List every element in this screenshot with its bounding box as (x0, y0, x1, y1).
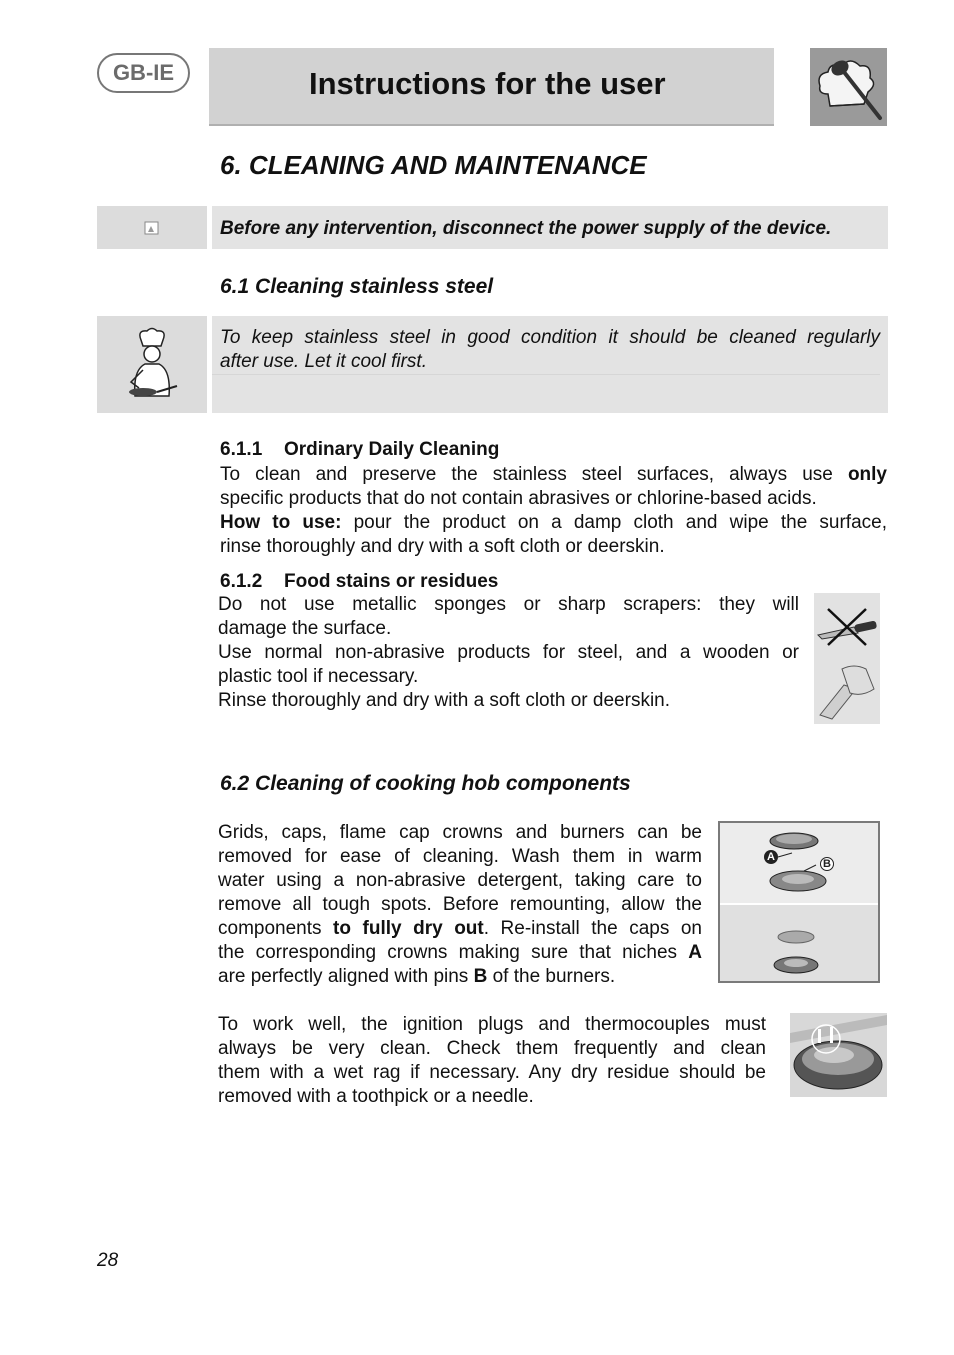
chef-cooking-icon (121, 326, 183, 404)
bold-letter-a: A (688, 942, 702, 963)
heading-6-1-2 (220, 571, 498, 593)
burner-cap-icon (720, 905, 878, 981)
text-line (218, 965, 702, 989)
text-line: them with a wet rag if necessary. Any dry residue should be (218, 1062, 766, 1083)
warning-icon (144, 220, 160, 236)
label-b: B (820, 857, 834, 871)
warning-icon-cell (97, 206, 207, 249)
paragraph-6-2-ignition (218, 1013, 766, 1109)
burner-exploded-icon (720, 823, 878, 903)
chef-icon-cell (97, 316, 207, 413)
language-badge: GB-IE (97, 53, 190, 93)
page-number: 28 (97, 1250, 119, 1271)
text-line: damage the surface. (218, 618, 392, 639)
burner-thermocouple-icon (790, 1013, 887, 1097)
text-line: Use normal non-abrasive products for steel, and a wooden or (218, 642, 799, 663)
text-line (220, 463, 887, 487)
text-line: remove all tough spots. Before remounting, allow the (218, 894, 702, 915)
text-line: specific products that do not contain abrasives or chlorine-based acids. (220, 488, 817, 509)
page-title: Instructions for the user (309, 66, 666, 101)
text-line: Grids, caps, flame cap crowns and burners can be (218, 822, 702, 843)
how-to-use-label: How to use: (220, 512, 342, 533)
bold-letter-b: B (473, 966, 488, 987)
subsection-title-6-1: 6.1 Cleaning stainless steel (220, 275, 494, 298)
text-line: removed with a toothpick or a needle. (218, 1086, 534, 1107)
warning-text: Before any intervention, disconnect the power supply of the device. (220, 218, 832, 239)
chef-hat-spoon-icon (810, 48, 887, 126)
cleaning-tools-illustration (814, 593, 880, 724)
text-line: removed for ease of cleaning. Wash them in warm (218, 846, 702, 867)
note-text (220, 326, 880, 374)
bold-word-only: only (847, 464, 887, 485)
text-span: the corresponding crowns making sure that niches (218, 942, 678, 963)
text-line (218, 941, 702, 965)
heading-text: Food stains or residues (284, 571, 499, 592)
chef-logo (810, 48, 887, 126)
section-title: 6. CLEANING AND MAINTENANCE (220, 150, 647, 180)
text-span: components (218, 918, 322, 939)
heading-number: 6.1.1 (220, 439, 263, 460)
paragraph-6-2-components (218, 821, 702, 989)
text-line: Do not use metallic sponges or sharp scrapers: they will (218, 594, 799, 615)
paragraph-6-1-2 (218, 593, 799, 713)
no-knife-icon (814, 593, 880, 724)
bold-phrase: to fully dry out (333, 918, 484, 939)
text-line: To work well, the ignition plugs and thermocouples must (218, 1014, 766, 1035)
text-line: always be very clean. Check them frequently and clean (218, 1038, 766, 1059)
text-line (218, 917, 702, 941)
burner-bottom-panel (720, 905, 878, 981)
heading-text: Ordinary Daily Cleaning (284, 439, 500, 460)
text-line (220, 511, 887, 535)
ignition-plug-illustration (790, 1013, 887, 1097)
burner-assembly-illustration (718, 821, 880, 983)
text-line: plastic tool if necessary. (218, 666, 419, 687)
label-a: A (764, 850, 778, 864)
subsection-title-6-2: 6.2 Cleaning of cooking hob components (220, 772, 631, 795)
text-span: are perfectly aligned with pins (218, 966, 469, 987)
text-span: pour the product on a damp cloth and wipe the surface, (353, 512, 887, 533)
text-span: To clean and preserve the stainless steel surfaces, always use (220, 464, 833, 485)
note-line-2: after use. Let it cool first. (220, 351, 427, 372)
text-line: rinse thoroughly and dry with a soft cloth or deerskin. (220, 536, 665, 557)
text-span: . Re-install the caps on (483, 918, 702, 939)
note-line-1: To keep stainless steel in good condition it should be cleaned regularly (220, 327, 880, 348)
text-line: Rinse thoroughly and dry with a soft cloth or deerskin. (218, 690, 671, 711)
paragraph-6-1-1 (220, 463, 887, 559)
text-span: of the burners. (492, 966, 616, 987)
heading-6-1-1 (220, 439, 499, 461)
heading-number: 6.1.2 (220, 571, 263, 592)
burner-top-panel (720, 823, 878, 903)
text-line: water using a non-abrasive detergent, taking care to (218, 870, 702, 891)
